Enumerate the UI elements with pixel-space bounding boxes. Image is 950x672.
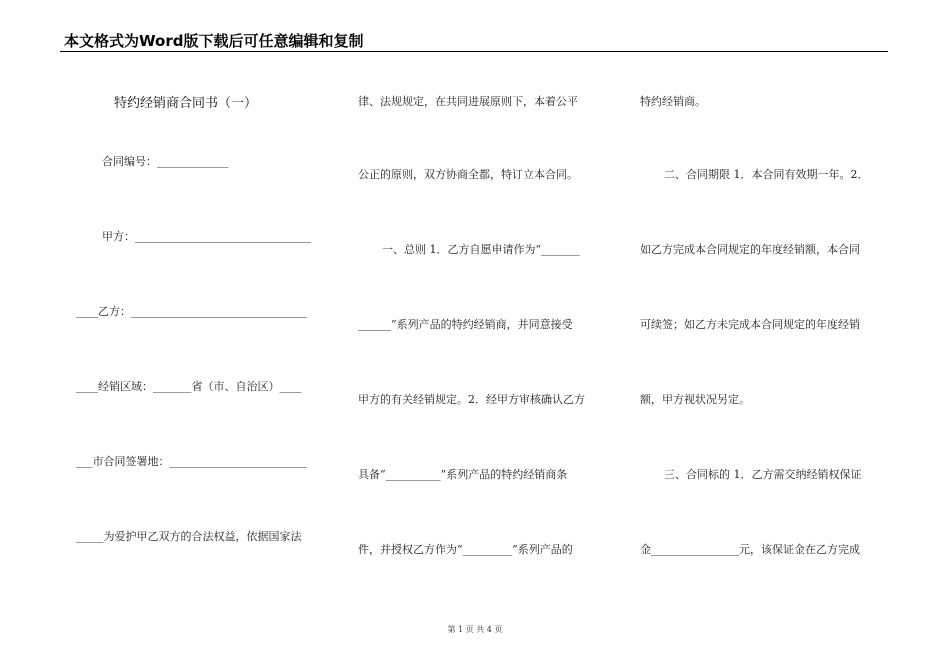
section-heading-line: 二、合同期限 1．本合同有效期一年。2．: [664, 168, 869, 181]
contract-number-line: 合同编号：_____________: [102, 155, 229, 168]
body-text-line: 公正的原则，双方协商全都，特订立本合同。: [358, 168, 578, 181]
body-text-line: 金________________元，该保证金在乙方完成: [640, 543, 860, 556]
body-text-line: 具备“__________”系列产品的特约经销商条: [358, 468, 568, 481]
party-b-line: ____乙方：________________________________: [76, 305, 307, 318]
document-title: 特约经销商合同书（一）: [114, 96, 258, 111]
page-number: 第 1 页 共 4 页: [447, 625, 503, 634]
body-text-line: 甲方的有关经销规定。2．经甲方审核确认乙方: [358, 393, 585, 406]
body-text-line: 件，并授权乙方作为“_________”系列产品的: [358, 543, 573, 556]
body-text-line: 额，甲方视状况另定。: [640, 393, 750, 406]
body-text-line: ______”系列产品的特约经销商，并同意接受: [358, 318, 573, 331]
body-text-line: 特约经销商。: [640, 95, 706, 108]
body-text-line: 如乙方完成本合同规定的年度经销额，本合同: [640, 243, 860, 256]
header-title: 本文格式为Word版下载后可任意编辑和复制: [64, 32, 364, 50]
section-heading-line: 一、总则 1．乙方自愿申请作为“_______: [382, 243, 580, 256]
signing-place-line: ___市合同签署地：_________________________: [76, 455, 307, 468]
section-heading-line: 三、合同标的 1．乙方需交纳经销权保证: [664, 468, 862, 481]
sales-region-line: ____经销区域：_______省（市、自治区）____: [76, 380, 302, 393]
header-divider: [60, 51, 888, 52]
body-text-line: _____为爱护甲乙双方的合法权益，依据国家法: [76, 530, 302, 543]
body-text-line: 律、法规规定，在共同进展原则下，本着公平: [358, 95, 578, 108]
party-a-line: 甲方：________________________________: [102, 230, 311, 243]
body-text-line: 可续签；如乙方未完成本合同规定的年度经销: [640, 318, 860, 331]
